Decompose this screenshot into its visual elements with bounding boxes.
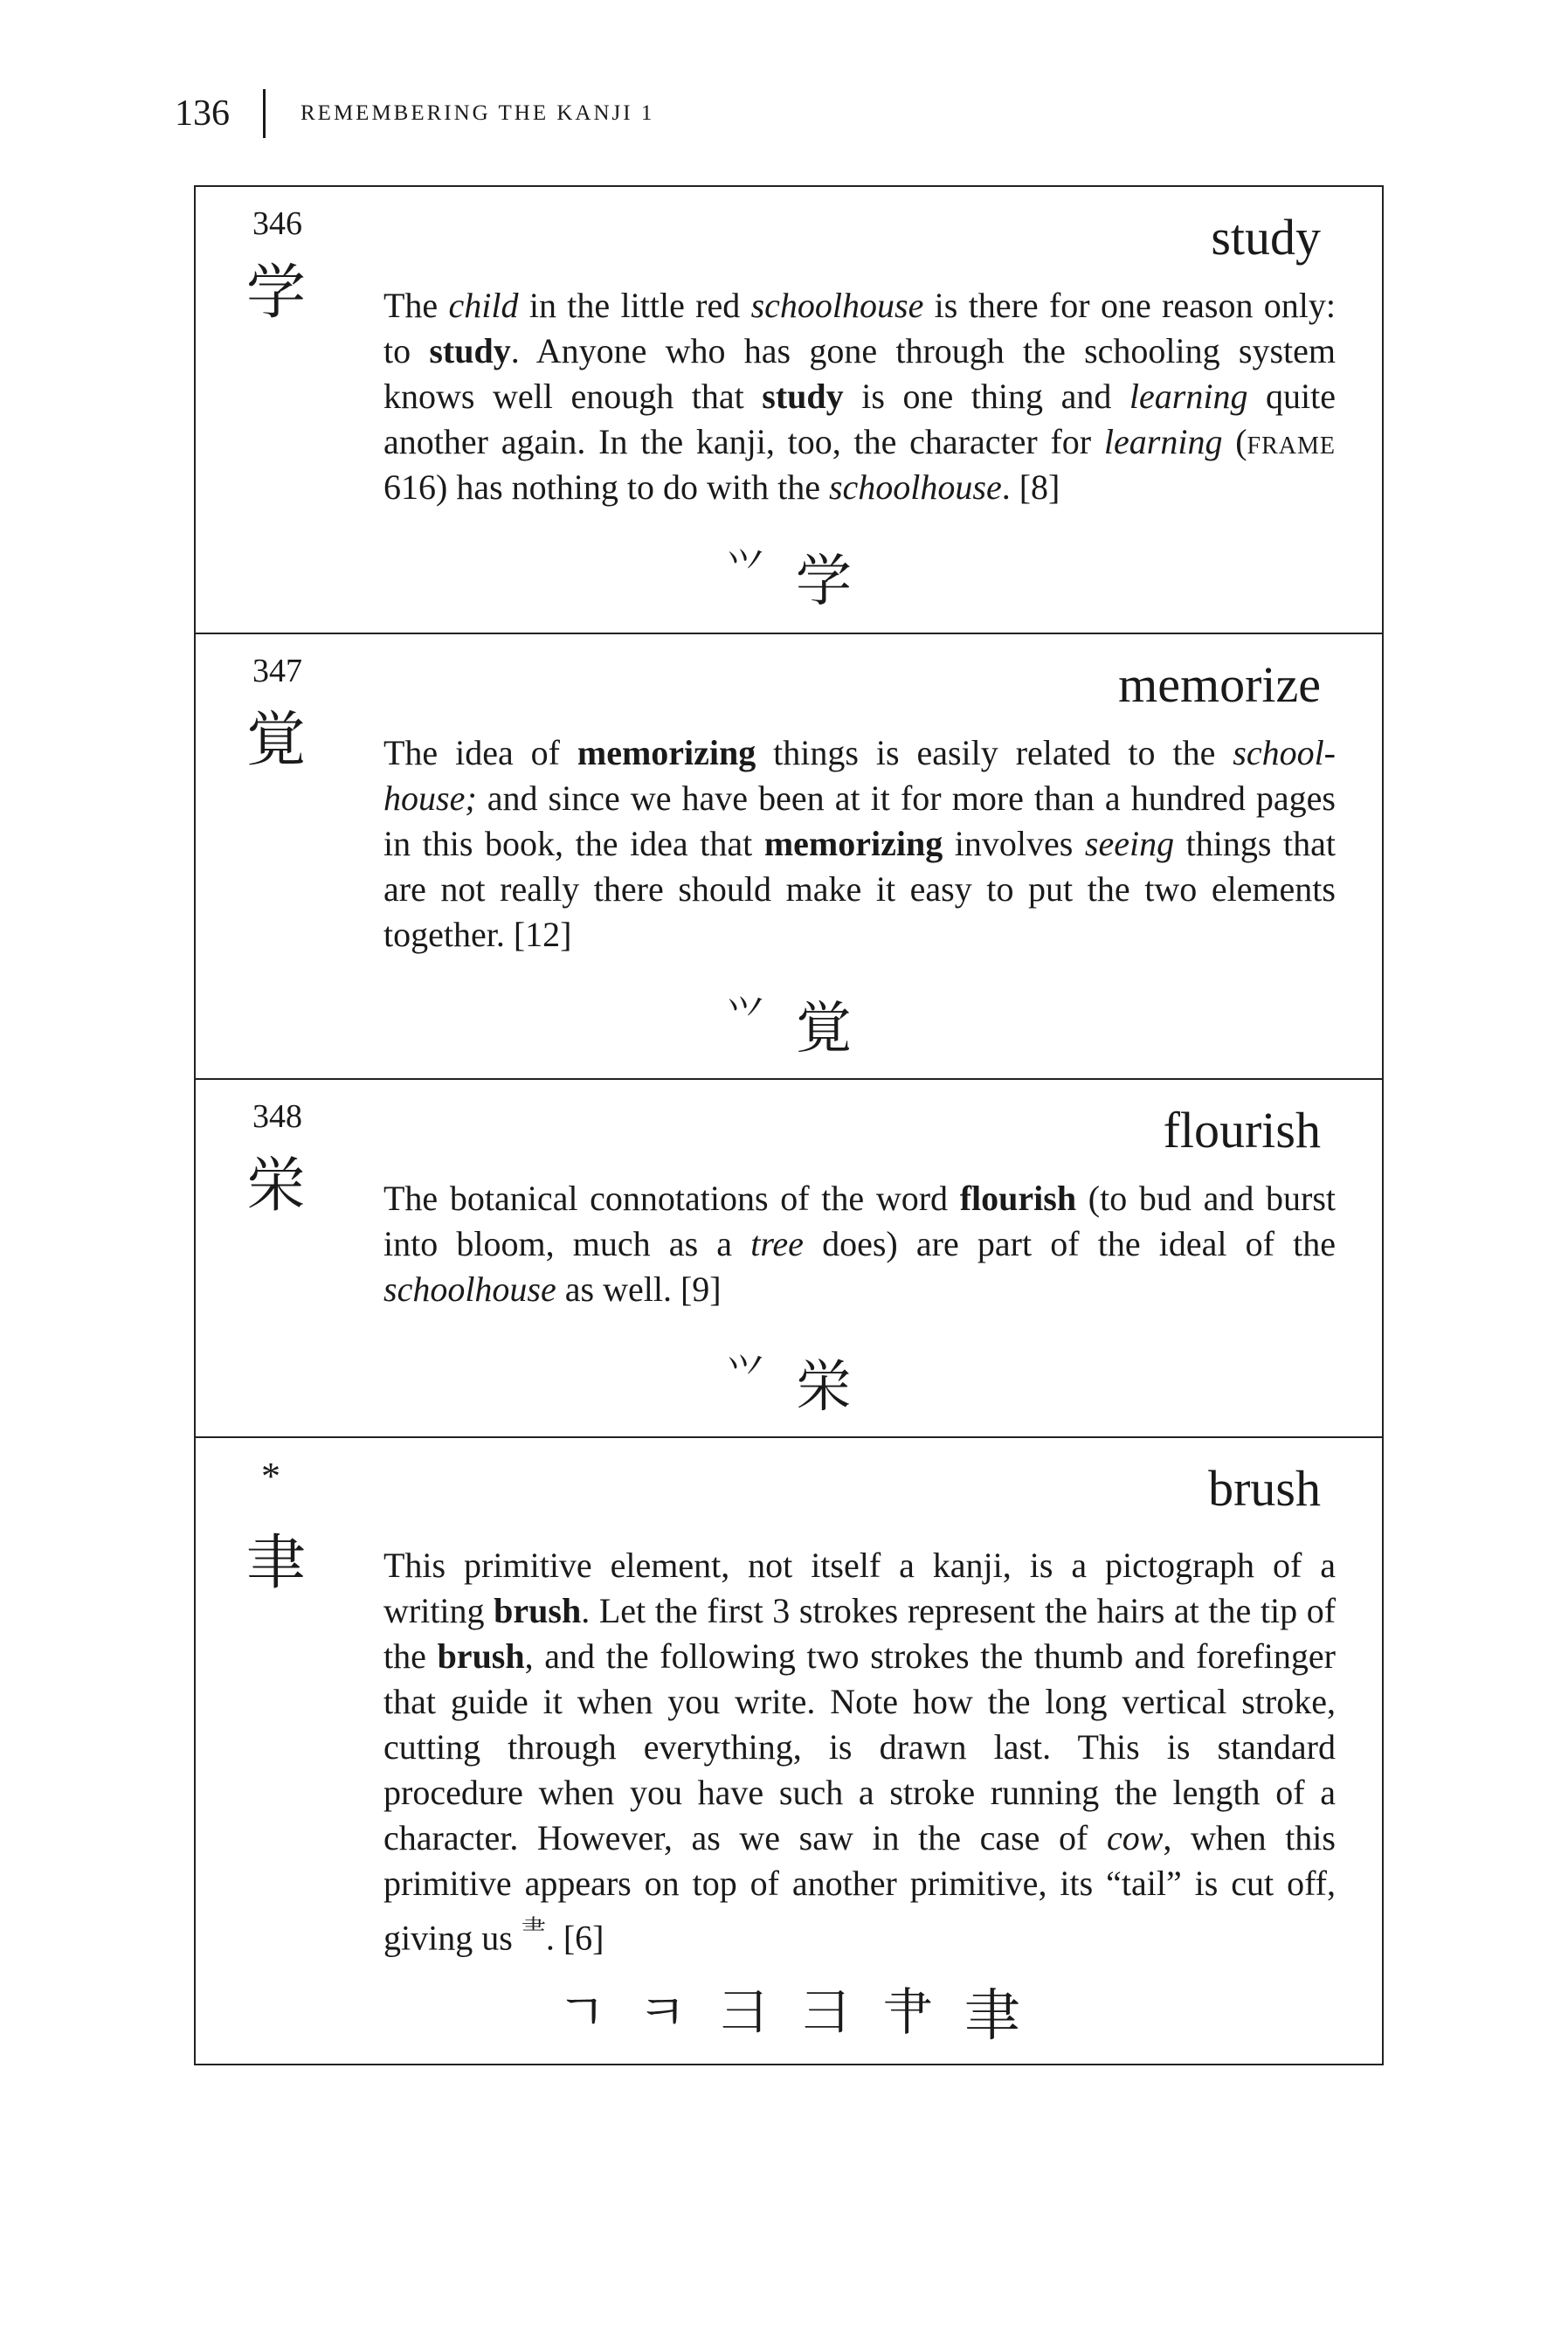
story-keyword: brush xyxy=(494,1591,582,1630)
inline-primitive: ⺻ xyxy=(521,1914,546,1943)
story-text: . Let the first 3 strokes represent the hairs at the tip of the xyxy=(383,1591,1337,1676)
story-text: 616) has nothing to do with the xyxy=(383,467,829,507)
story-italic-term: learning xyxy=(1103,422,1223,461)
stroke-step: ⺍ xyxy=(726,546,764,591)
story-italic-term: child xyxy=(448,286,519,325)
running-head: REMEMBERING THE KANJI 1 xyxy=(300,101,655,125)
frame-story xyxy=(383,283,1336,510)
stroke-sequence xyxy=(196,1342,1382,1422)
stroke-step: ⺍ xyxy=(726,1352,764,1396)
stroke-step: 栄 xyxy=(796,1355,852,1420)
story-text: . [6] xyxy=(545,1918,604,1958)
story-text: ( xyxy=(1222,422,1247,461)
story-text: The xyxy=(383,286,449,325)
story-italic-term: schoolhouse xyxy=(383,1269,556,1309)
frame-keyword: study xyxy=(1211,209,1321,266)
story-text: The botanical connotations of the word xyxy=(383,1179,960,1218)
frame-keyword: memorize xyxy=(1118,656,1321,713)
stroke-step: 覚 xyxy=(796,997,852,1062)
story-text: (to bud and burst into bloom, much as a xyxy=(383,1179,1337,1263)
frame-348 xyxy=(196,1078,1382,1436)
frame-number: 347 xyxy=(252,653,302,689)
story-text: quite another again. In the kanji, too, the character for xyxy=(383,377,1336,461)
frame-347 xyxy=(196,633,1382,1078)
page-number: 136 xyxy=(175,93,230,134)
frame-kanji: 覚 xyxy=(246,706,307,775)
stroke-step: ⺕ xyxy=(718,1982,770,2042)
frame-346 xyxy=(196,187,1382,633)
stroke-step: ㄱ xyxy=(556,1982,606,2042)
frame-number: 346 xyxy=(252,205,302,242)
story-text: This primitive element, not itself a kanji, is a pictograph of a writing xyxy=(383,1546,1336,1630)
frame-story xyxy=(383,1176,1336,1312)
frame-kanji: 栄 xyxy=(246,1152,307,1221)
story-italic-term: cow xyxy=(1106,1818,1164,1857)
story-italic-term: learning xyxy=(1129,377,1248,416)
frame-story xyxy=(383,730,1336,958)
story-text: is one thing and xyxy=(843,377,1129,416)
frame-number: 348 xyxy=(252,1098,302,1135)
page-header xyxy=(175,87,654,140)
story-text: things that are not really there should make it easy to put the two elements together. [12] xyxy=(383,824,1337,954)
story-text: . Anyone who has gone through the schooling system knows well enough that xyxy=(383,331,1336,416)
stroke-step: ⺍ xyxy=(726,993,764,1038)
frame-story xyxy=(383,1543,1336,1961)
story-italic-term: schoolhouse xyxy=(828,467,1002,507)
story-italic-term: schoolhouse xyxy=(750,286,924,325)
stroke-step: 聿 xyxy=(964,1984,1021,2049)
story-keyword: flourish xyxy=(959,1179,1077,1218)
header-divider xyxy=(263,89,266,138)
story-keyword: memorizing xyxy=(763,824,943,863)
frame-keyword: flourish xyxy=(1163,1102,1321,1159)
story-text: , when this primitive appears on top of another primitive, its “tail” is cut off, giving us xyxy=(383,1818,1336,1958)
story-text: . [8] xyxy=(1001,467,1060,507)
story-keyword: memorizing xyxy=(577,733,756,772)
stroke-step: 彐 xyxy=(800,1982,852,2042)
story-text: The idea of xyxy=(383,733,577,772)
story-italic-term: tree xyxy=(750,1224,804,1263)
story-text: involves xyxy=(943,824,1085,863)
story-text: , and the following two strokes the thumb and forefinger that guide it when you write. Note how the long vertical stroke, cutting through everything, is drawn last. This is standard procedure when you have such a stroke running the length of a character. However, as we saw in the case of xyxy=(383,1636,1336,1857)
story-text: and since we have been at it for more than a hundred pages in this book, the idea that xyxy=(383,778,1336,863)
frame-kanji: 学 xyxy=(246,259,307,328)
story-text: as well. [9] xyxy=(556,1269,722,1309)
frame-brush-primitive xyxy=(196,1436,1382,2064)
story-keyword: brush xyxy=(437,1636,525,1676)
story-italic-term: seeing xyxy=(1084,824,1175,863)
story-italic-term: school-house; xyxy=(383,733,1337,818)
frame-keyword: brush xyxy=(1208,1460,1321,1517)
stroke-sequence xyxy=(196,984,1382,1064)
story-keyword: study xyxy=(762,377,844,416)
stroke-sequence xyxy=(196,536,1382,617)
stroke-step: 学 xyxy=(796,550,852,614)
story-keyword: study xyxy=(429,331,511,370)
frame-reference: frame xyxy=(1247,422,1337,461)
story-text: in the little red xyxy=(518,286,751,325)
stroke-step: ㅋ xyxy=(637,1982,687,2042)
frame-kanji: 聿 xyxy=(246,1529,307,1598)
primitive-star-icon: * xyxy=(261,1455,280,1498)
stroke-sequence xyxy=(196,1971,1382,2051)
story-text: things is easily related to the xyxy=(756,733,1233,772)
story-text: is there for one reason only: to xyxy=(383,286,1337,370)
stroke-step: ⺺ xyxy=(882,1982,934,2042)
frame-list xyxy=(194,185,1384,2065)
story-text: does) are part of the ideal of the xyxy=(803,1224,1336,1263)
